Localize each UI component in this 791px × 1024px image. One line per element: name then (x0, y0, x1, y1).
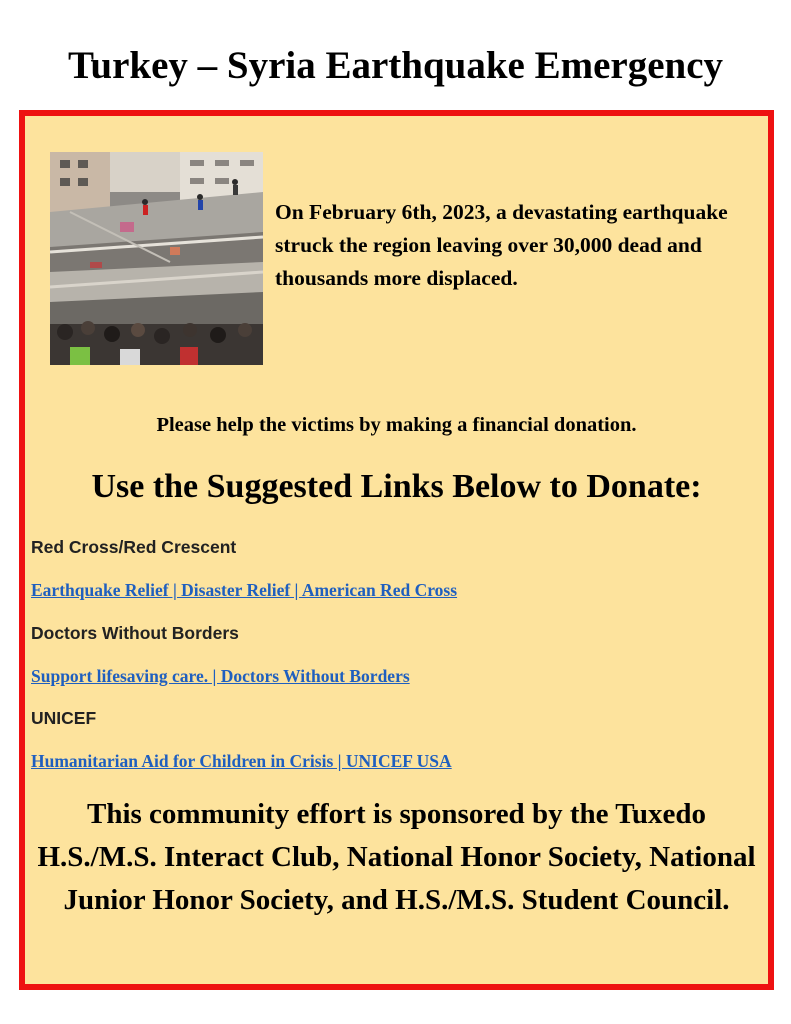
org-name-red-cross: Red Cross/Red Crescent (31, 537, 237, 557)
org-name-unicef: UNICEF (31, 708, 97, 728)
page-title: Turkey – Syria Earthquake Emergency (67, 44, 724, 87)
link-doctors-without-borders[interactable]: Support lifesaving care. | Doctors Without Borders (31, 666, 410, 686)
donation-plea: Please help the victims by making a financial donation. (156, 414, 637, 436)
link-red-cross[interactable]: Earthquake Relief | Disaster Relief | American Red Cross (31, 580, 458, 600)
sponsor-statement: This community effort is sponsored by the Tuxedo H.S./M.S. Interact Club, National Honor Society, National Junior Honor Society, and H.S./M.S. Student Council. (37, 798, 756, 916)
flyer-panel (19, 110, 774, 990)
link-unicef[interactable]: Humanitarian Aid for Children in Crisis | UNICEF USA (31, 751, 452, 771)
intro-paragraph: On February 6th, 2023, a devastating earthquake struck the region leaving over 30,000 dead and thousands more displaced. (275, 200, 728, 290)
earthquake-photo (50, 152, 263, 365)
donate-heading: Use the Suggested Links Below to Donate: (91, 468, 702, 505)
org-name-doctors-without-borders: Doctors Without Borders (31, 623, 239, 643)
